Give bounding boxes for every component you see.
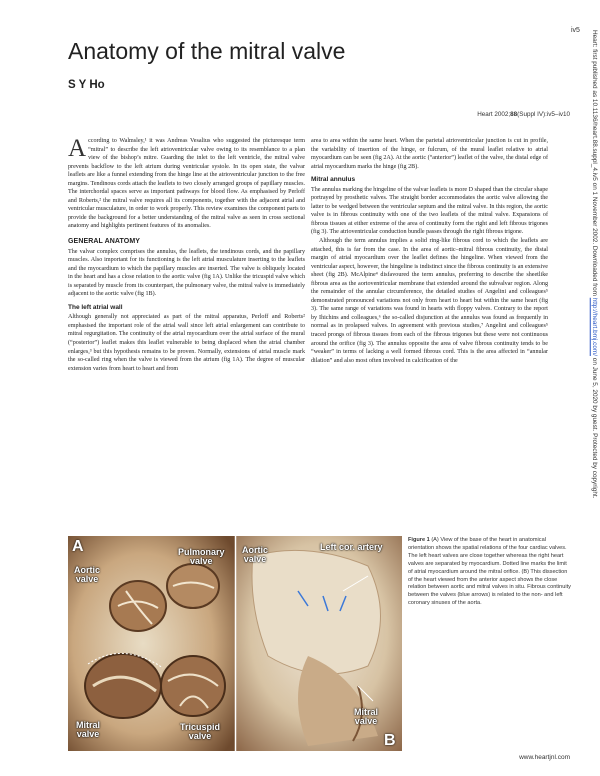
drop-cap: A	[68, 135, 87, 162]
mitral-annulus-heading: Mitral annulus	[311, 176, 356, 184]
citation-suffix: (Suppl IV):iv5–iv10	[517, 111, 570, 118]
general-anatomy-paragraph: The valvar complex comprises the annulus, the leaflets, the tendinous cords, and the papillary muscles. Also important for its functioning is the left atrial musculature inserting to the leaflets and the myocardium to which the papillary muscles are inserted. The valve is obliquely located in the heart and has a close relation to the aortic valve (fig 1A). Unlike the tricuspid valve which is separated by muscle from its counterpart, the pulmonary valve, the mitral valve is immediately adjacent to the aortic valve (fig 1B).	[68, 248, 305, 298]
intro-text: ccording to Walmsley,¹ it was Andreas Vesalius who suggested the picturesque term “mitral” to describe the left atrioventricular valve owing to its resemblance to a plan view of the bishop’s mitre. Guarding the inlet to the left ventricle, the mitral valve prevents backflow to the left atrium during ventricular systole. In its open state, the valvar leaflets are like a funnel extending from the hinge line at the atrioventricular junction to the free margins. Tendinous cords attach the leaflets to two closely arranged groups of papillary muscles. The interchordal spaces serve as important pathways for blood flow. As emphasised by Perloff and Roberts,² the mitral valve requires all its components, together with the adjacent atrial and ventricular musculature, in order to work properly. This review examines the component parts to provide the background for a better understanding of the mitral valve as seen in cross sectional anatomy and highlights pertinent features of its anomalies.	[68, 138, 305, 230]
left-atrial-wall-paragraph: Although generally not appreciated as part of the mitral apparatus, Perloff and Roberts² emphasised the important role of the atrial wall since left atrial enlargement can contribute to mitral regurgitation. The continuity of the atrial myocardium over the atrial surface of the mural (“posterior”) leaflet makes this leaflet vulnerable to being displaced when the atrial chamber enlarges,³ but this hypothesis remains to be proven. Normally, extensions of atrial muscle mark the so-called ring when the valve is viewed from the atrium (fig 1A). The degree of muscular extension varies from heart to heart and from	[68, 314, 305, 372]
panel-a-letter: A	[72, 538, 84, 555]
caption-label: Figure 1	[408, 537, 430, 543]
label-aortic-valve-b: Aortic valve	[242, 545, 269, 564]
footer-url[interactable]: www.heartjnl.com	[519, 754, 570, 761]
figure-1	[68, 536, 402, 751]
sidebar-text-after: on June 5, 2020 by guest. Protected by copyright.	[591, 356, 598, 499]
sidebar-link[interactable]: http://heart.bmj.com/	[591, 297, 598, 356]
label-mitral-valve-b: Mitral valve	[354, 707, 379, 726]
label-tricuspid-valve: Tricuspid valve	[180, 722, 221, 741]
left-atrial-wall-heading: The left atrial wall	[68, 303, 123, 311]
journal-citation	[420, 111, 570, 118]
author-name: S Y Ho	[68, 79, 105, 91]
general-anatomy-heading: GENERAL ANATOMY	[68, 238, 141, 246]
intro-paragraph	[68, 137, 305, 231]
figure-caption	[408, 537, 572, 608]
citation-prefix: Heart 2002;	[477, 111, 511, 118]
label-mitral-valve-a: Mitral valve	[76, 720, 101, 739]
right-column	[311, 137, 548, 365]
label-pulmonary-valve: Pulmonary valve	[178, 547, 225, 566]
label-aortic-valve-a: Aortic valve	[74, 565, 101, 584]
tricuspid-valve-shape	[161, 656, 225, 716]
panel-b-letter: B	[384, 732, 396, 749]
mitral-annulus-paragraph-1: The annulus marking the hingeline of the valvar leaflets is more D shaped than the circular shape portrayed by prosthetic valves. The straight border accommodates the aortic valve allowing the latter to be wedged between the ventricular septum and the mitral valve. In this region, the aortic valve is in fibrous continuity with one of the two leaflets of the mitral valve. Expansions of fibrous tissues at either extreme of the area of continuity form the right and left fibrous trigones (fig 3). The atrioventricular conduction bundle passes through the right fibrous trigone.	[311, 186, 548, 236]
sidebar-text-before: Heart: first published as 10.1136/heart.88.suppl_4.iv5 on 1 November 2002. Downloaded from	[591, 30, 598, 298]
download-sidebar	[588, 30, 598, 770]
page-number: iv5	[571, 27, 580, 34]
article-title: Anatomy of the mitral valve	[68, 38, 346, 64]
mitral-annulus-paragraph-2: Although the term annulus implies a solid ring-like fibrous cord to which the leaflets are attached, this is far from the case. In the area of aortic–mitral fibrous continuity, the distal margin of atrial myocardium over the leaflet defines the hingeline. When viewed from the ventricular aspect, however, the hingeline is indistinct since the fibrous continuity is an extensive sheet (fig 2B). McAlpine⁴ disfavoured the term annulus, preferring to describe the sheetlike fibrous area as the aortoventricular membrane that extended around the subvalvar region. Along the remainder of the annular circumference, the detailed studies of Angelini and colleagues⁵ demonstrated pronounced variations not only from heart to heart but within the same heart (fig 3). The same range of variations was found in hearts with floppy valves. Contrary to the report by Ihichins and colleagues,⁶ the so-called disjunction at the annulus was found as frequently in normal as in prolapsed valves. In agreement with previous studies,⁷ Angelini and colleagues⁵ traced prongs of fibrous tissues from each of the fibrous trigones but these were not continuous around the orifice (fig 3). The annulus opposite the area of valve fibrous continuity tends to be “weaker” in terms of lacking a well formed fibrous cord. This is the area affected in “annular dilation” and also most often involved in calcification of the	[311, 238, 548, 364]
continuation-paragraph: area to area within the same heart. When the parietal atrioventricular junction is cut in profile, the variability of insertion of the hinge, or fulcrum, of the mural leaflet relative to atrial myocardium can be seen (fig 2A). At the aortic (“anterior”) leaflet of the valve, the distal edge of atrial myocardium marks the hinge (fig 2B).	[311, 138, 548, 170]
figure-1-photos	[68, 536, 402, 751]
label-left-cor-artery: Left cor. artery	[320, 542, 383, 552]
citation-volume: 88	[510, 111, 518, 118]
left-column	[68, 137, 305, 373]
caption-text: (A) View of the base of the heart in anatomical orientation shows the spatial relations of the four cardiac valves. The left heart valves are close together whereas the right heart valves are separated by myocardium. Dotted line marks the limit of atrial myocardium around the mitral orifice. (B) This dissection of the heart viewed from the anterior aspect shows the close relation between aortic and mitral valves in situ. Fibrous continuity between the valves (blue arrows) is related to the non- and left coronary sinuses of the aorta.	[408, 537, 571, 607]
